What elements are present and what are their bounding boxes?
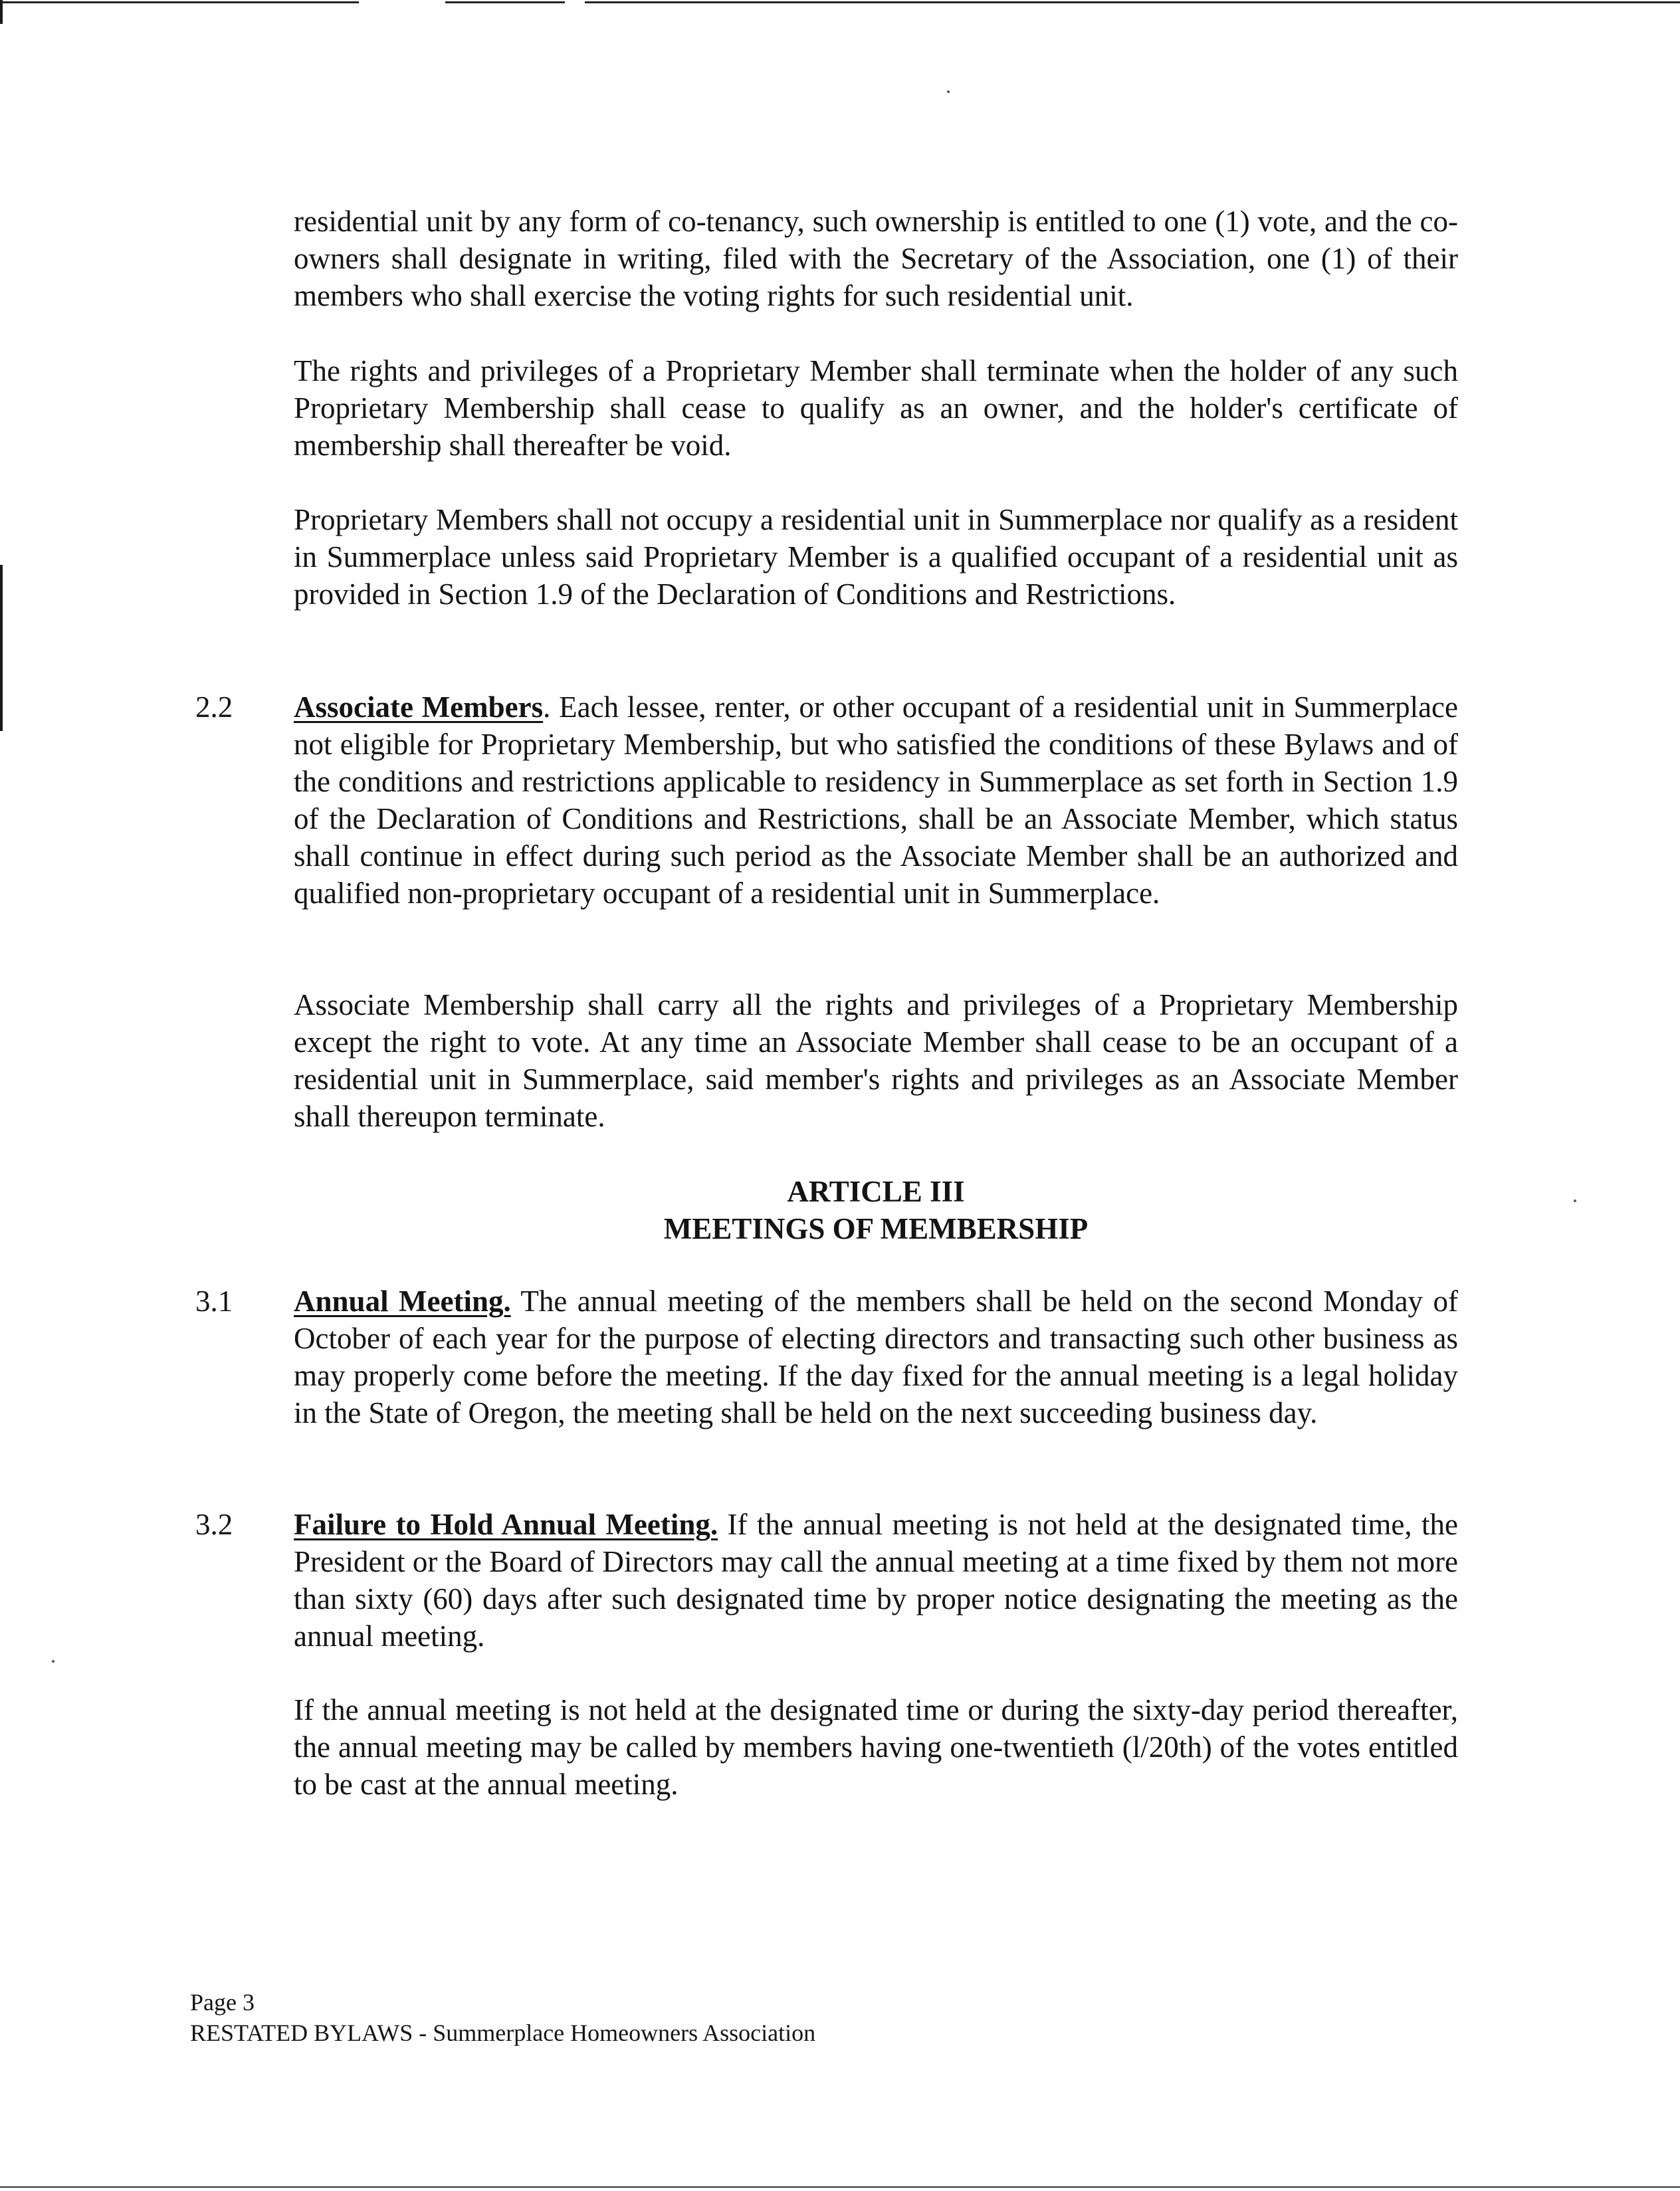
paragraph-proprietary-termination: The rights and privileges of a Proprietary Member shall terminate when the holder of any such Proprietary Membership shall cease to qualify as an owner, and the holder's certificate of membership shall thereafter be void.: [294, 354, 1458, 462]
scan-bottom-border: [0, 2186, 1680, 2188]
scan-speck: [947, 90, 950, 93]
section-number-3-1: 3.1: [195, 1285, 233, 1318]
paragraph-proprietary-occupancy: Proprietary Members shall not occupy a residential unit in Summerplace nor qualify as a resident in Summerplace unless said Proprietary Member is a qualified occupant of a residential unit as provided in Section 1.9 of the Declaration of Conditions and Restrictions.: [294, 503, 1458, 611]
section-3-2-followup: If the annual meeting is not held at the designated time or during the sixty-day period thereafter, the annual meeting may be called by members having one-twentieth (l/20th) of the votes entitled to be cast at the annual meeting.: [294, 1693, 1458, 1801]
scan-border-gap: [565, 0, 585, 4]
scan-border-gap: [359, 0, 445, 4]
section-2-2-followup: Associate Membership shall carry all the rights and privileges of a Proprietary Membership except the right to vote. At any time an Associate Member shall cease to be an occupant of a residential unit in Summerplace, said member's rights and privileges as an Associate Member shall thereupon terminate.: [294, 988, 1458, 1133]
article-heading: [294, 1173, 1458, 1247]
paragraph-cotenancy-voting: residential unit by any form of co-tenancy, such ownership is entitled to one (1) vote, and the co-owners shall designate in writing, filed with the Secretary of the Association, one (1) of their members who shall exercise the voting rights for such residential unit.: [294, 205, 1458, 312]
scan-left-edge: [0, 0, 3, 24]
footer-document-title: RESTATED BYLAWS - Summerplace Homeowners Association: [190, 2020, 816, 2046]
section-3-1-body: [294, 1283, 1458, 1431]
scan-speck: [1574, 1200, 1576, 1202]
section-number-3-2: 3.2: [195, 1508, 233, 1541]
page-footer: [190, 1987, 815, 2048]
section-2-2-body: [294, 688, 1458, 912]
section-number-2-2: 2.2: [195, 690, 233, 724]
section-2-2-text: . Each lessee, renter, or other occupant of a residential unit in Summerplace not eligible for Proprietary Membership, but who satisfied the conditions of these Bylaws and of the conditions and restrictions applicable to residency in Summerplace as set forth in Section 1.9 of the Declaration of Conditions and Restrictions, shall be an Associate Member, which status shall continue in effect during such period as the Associate Member shall be an authorized and qualified non-proprietary occupant of a residential unit in Summerplace.: [294, 690, 1459, 910]
footer-page-number: Page 3: [190, 1989, 255, 2016]
scan-left-edge: [0, 565, 3, 731]
article-number: ARTICLE III: [787, 1175, 965, 1208]
section-2-2-heading: Associate Members: [294, 690, 544, 724]
section-3-2-text: If the annual meeting is not held at the designated time, the President or the Board of Directors may call the annual meeting at a time fixed by them not more than sixty (60) days after such designated time by proper notice designating the meeting as the annual meeting.: [294, 1508, 1459, 1653]
section-3-2-body: [294, 1506, 1458, 1655]
article-title: MEETINGS OF MEMBERSHIP: [663, 1212, 1089, 1245]
section-3-1-heading: Annual Meeting.: [294, 1285, 511, 1318]
scan-top-border: [0, 1, 1680, 3]
scan-speck: [52, 1660, 54, 1663]
section-3-1-text: The annual meeting of the members shall be held on the second Monday of October of each year for the purpose of electing directors and transacting such other business as may properly come before the meeting. If the day fixed for the annual meeting is a legal holiday in the State of Oregon, the meeting shall be held on the next succeeding business day.: [294, 1285, 1458, 1429]
section-3-2-heading: Failure to Hold Annual Meeting.: [294, 1508, 718, 1541]
